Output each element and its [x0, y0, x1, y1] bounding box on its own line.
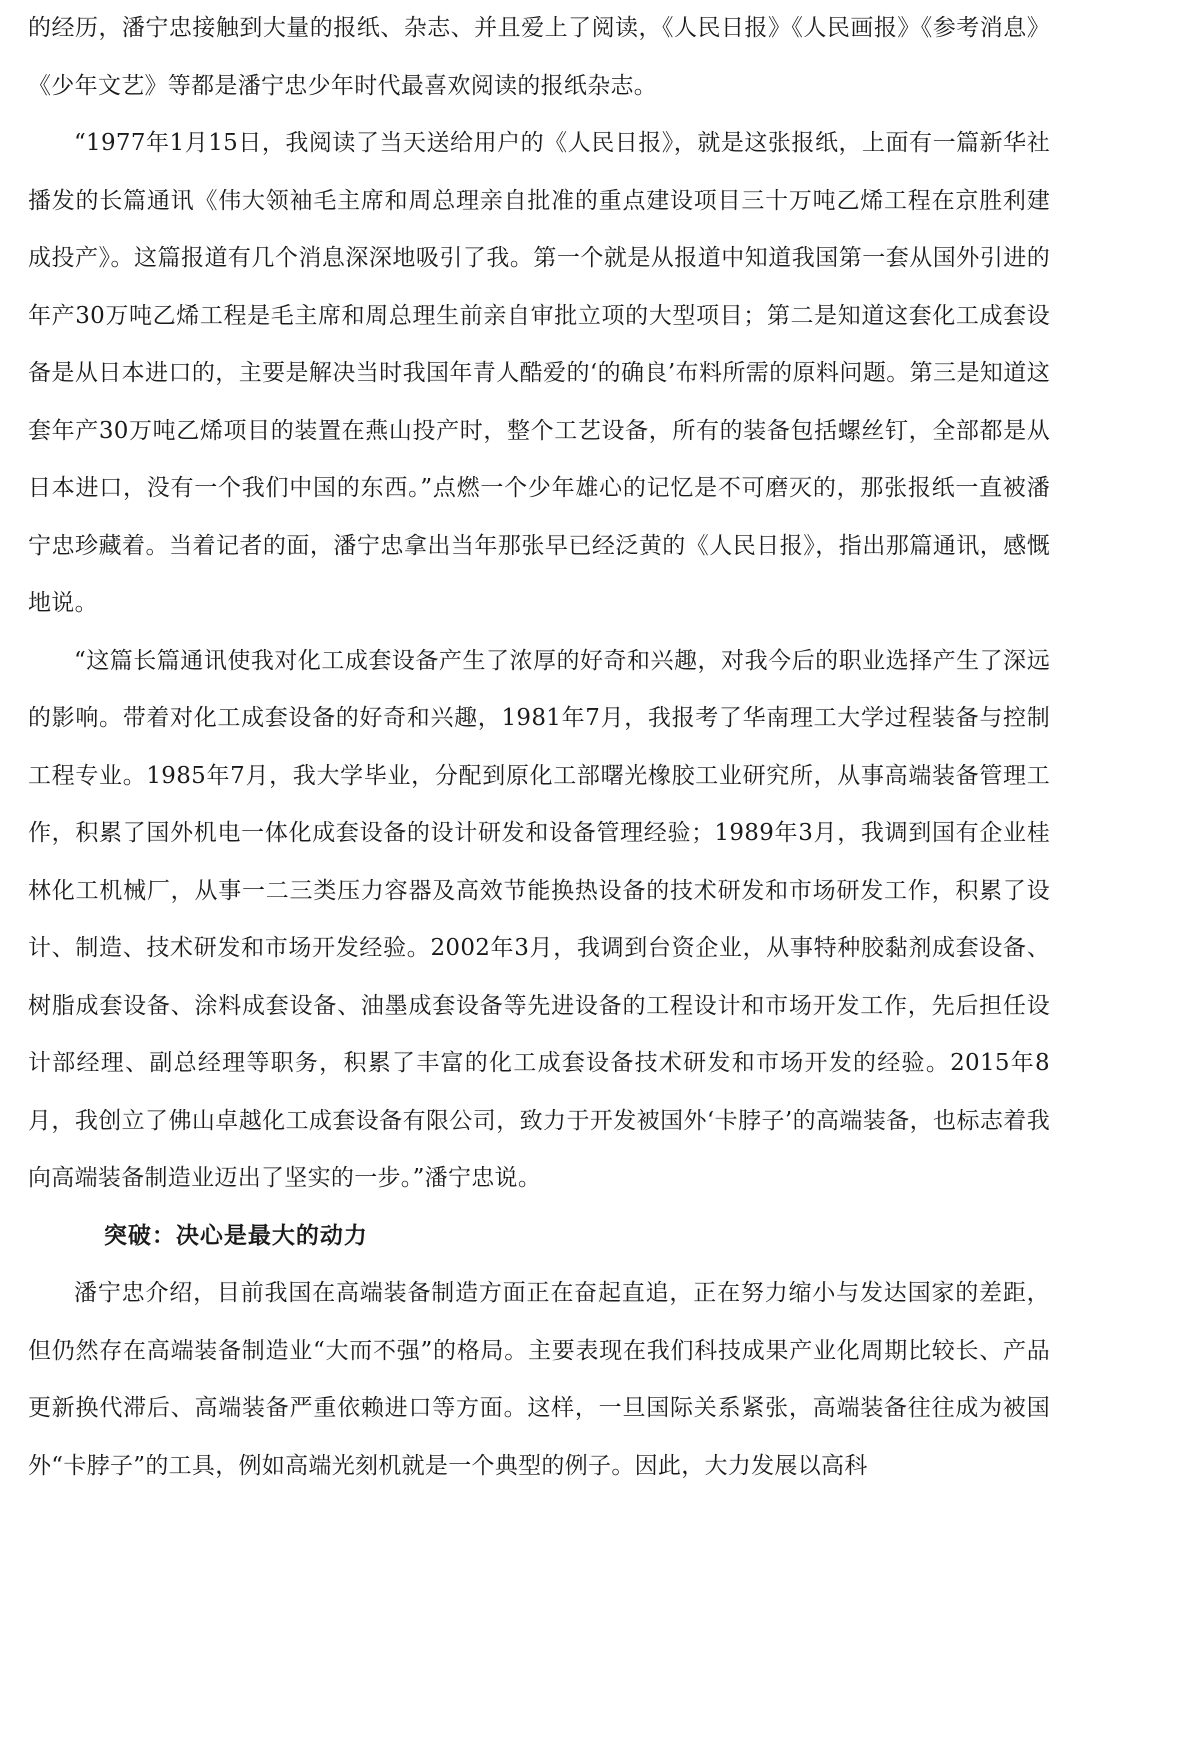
paragraph-career-history: “这篇长篇通讯使我对化工成套设备产生了浓厚的好奇和兴趣，对我今后的职业选择产生了深远的影响。带着对化工成套设备的好奇和兴趣，1981年7月，我报考了华南理工大学过程装备与控制工程专业。1985年7月，我大学毕业，分配到原化工部曙光橡胶工业研究所，从事高端装备管理工作，积累了国外机电一体化成套设备的设计研发和设备管理经验；1989年3月，我调到国有企业桂林化工机械厂，从事一二三类压力容器及高效节能换热设备的技术研发和市场研发工作，积累了设计、制造、技术研发和市场开发经验。2002年3月，我调到台资企业，从事特种胶黏剂成套设备、树脂成套设备、涂料成套设备、油墨成套设备等先进设备的工程设计和市场开发工作，先后担任设计部经理、副总经理等职务，积累了丰富的化工成套设备技术研发和市场开发的经验。2015年8月，我创立了佛山卓越化工成套设备有限公司，致力于开发被国外‘卡脖子’的高端装备，也标志着我向高端装备制造业迈出了坚实的一步。”潘宁忠说。 — [28, 647, 1050, 1191]
section-heading: 突破：决心是最大的动力 — [103, 1222, 368, 1249]
document-page — [28, 0, 1050, 1495]
paragraph-newspaper-memory: “1977年1月15日，我阅读了当天送给用户的《人民日报》，就是这张报纸，上面有一篇新华社播发的长篇通讯《伟大领袖毛主席和周总理亲自批准的重点建设项目三十万吨乙烯工程在京胜利建成投产》。这篇报道有几个消息深深地吸引了我。第一个就是从报道中知道我国第一套从国外引进的年产30万吨乙烯工程是毛主席和周总理生前亲自审批立项的大型项目；第二是知道这套化工成套设备是从日本进口的，主要是解决当时我国年青人酷爱的‘的确良’布料所需的原料问题。第三是知道这套年产30万吨乙烯项目的装置在燕山投产时，整个工艺设备，所有的装备包括螺丝钉，全部都是从日本进口，没有一个我们中国的东西。”点燃一个少年雄心的记忆是不可磨灭的，那张报纸一直被潘宁忠珍藏着。当着记者的面，潘宁忠拿出当年那张早已经泛黄的《人民日报》，指出那篇通讯，感慨地说。 — [28, 130, 1050, 616]
paragraph-breakthrough: 潘宁忠介绍，目前我国在高端装备制造方面正在奋起直追，正在努力缩小与发达国家的差距，但仍然存在高端装备制造业“大而不强”的格局。主要表现在我们科技成果产业化周期比较长、产品更新换代滞后、高端装备严重依赖进口等方面。这样，一旦国际关系紧张，高端装备往往成为被国外“卡脖子”的工具，例如高端光刻机就是一个典型的例子。因此，大力发展以高科 — [28, 1280, 1050, 1479]
paragraph-continued: 的经历，潘宁忠接触到大量的报纸、杂志、并且爱上了阅读，《人民日报》《人民画报》《参考消息》《少年文艺》等都是潘宁忠少年时代最喜欢阅读的报纸杂志。 — [28, 15, 1050, 99]
